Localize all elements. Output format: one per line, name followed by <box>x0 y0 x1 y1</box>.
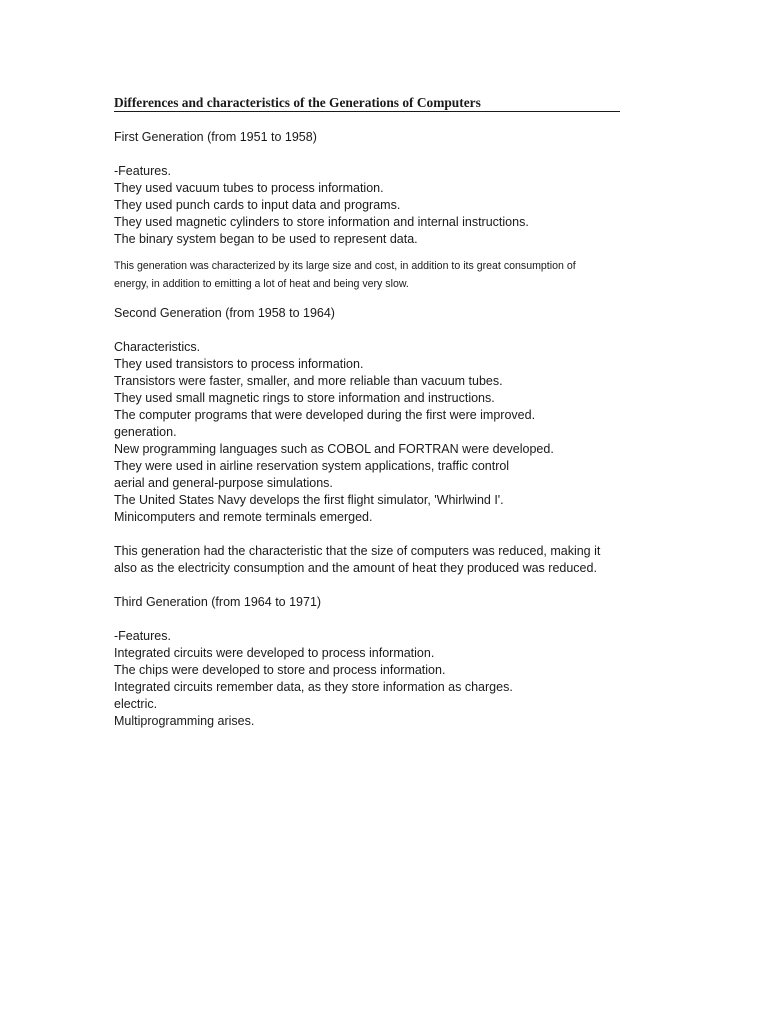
second-line: The computer programs that were developed during the first were improved. <box>114 408 536 422</box>
third-line: The chips were developed to store and process information. <box>114 663 446 677</box>
third-features-label: -Features. <box>114 629 171 643</box>
document-title: Differences and characteristics of the Generations of Computers <box>114 94 620 112</box>
second-line: Minicomputers and remote terminals emerged. <box>114 510 373 524</box>
first-summary-line: energy, in addition to emitting a lot of heat and being very slow. <box>114 278 409 290</box>
document-body <box>114 94 674 730</box>
third-generation-heading: Third Generation (from 1964 to 1971) <box>114 595 322 609</box>
third-line: electric. <box>114 697 158 711</box>
first-generation-heading: First Generation (from 1951 to 1958) <box>114 130 317 144</box>
second-line: aerial and general-purpose simulations. <box>114 476 333 490</box>
second-line: They used transistors to process information. <box>114 357 364 371</box>
third-line: Integrated circuits were developed to process information. <box>114 646 435 660</box>
second-line: The United States Navy develops the first flight simulator, 'Whirlwind I'. <box>114 493 504 507</box>
second-line: generation. <box>114 425 177 439</box>
second-line: They were used in airline reservation system applications, traffic control <box>114 459 510 473</box>
third-line: Multiprogramming arises. <box>114 714 255 728</box>
second-features-label: Characteristics. <box>114 340 201 354</box>
second-line: They used small magnetic rings to store information and instructions. <box>114 391 495 405</box>
first-line: They used punch cards to input data and programs. <box>114 198 401 212</box>
first-line: They used vacuum tubes to process information. <box>114 181 384 195</box>
second-summary-line: also as the electricity consumption and the amount of heat they produced was reduced. <box>114 561 597 575</box>
second-line: Transistors were faster, smaller, and more reliable than vacuum tubes. <box>114 374 503 388</box>
first-features-label: -Features. <box>114 164 171 178</box>
second-generation-heading: Second Generation (from 1958 to 1964) <box>114 306 335 320</box>
second-line: New programming languages such as COBOL and FORTRAN were developed. <box>114 442 554 456</box>
first-line: The binary system began to be used to represent data. <box>114 232 418 246</box>
third-line: Integrated circuits remember data, as they store information as charges. <box>114 680 513 694</box>
first-summary-line: This generation was characterized by its large size and cost, in addition to its great consumption of <box>114 260 576 272</box>
second-summary-line: This generation had the characteristic that the size of computers was reduced, making it <box>114 544 601 558</box>
first-line: They used magnetic cylinders to store information and internal instructions. <box>114 215 529 229</box>
